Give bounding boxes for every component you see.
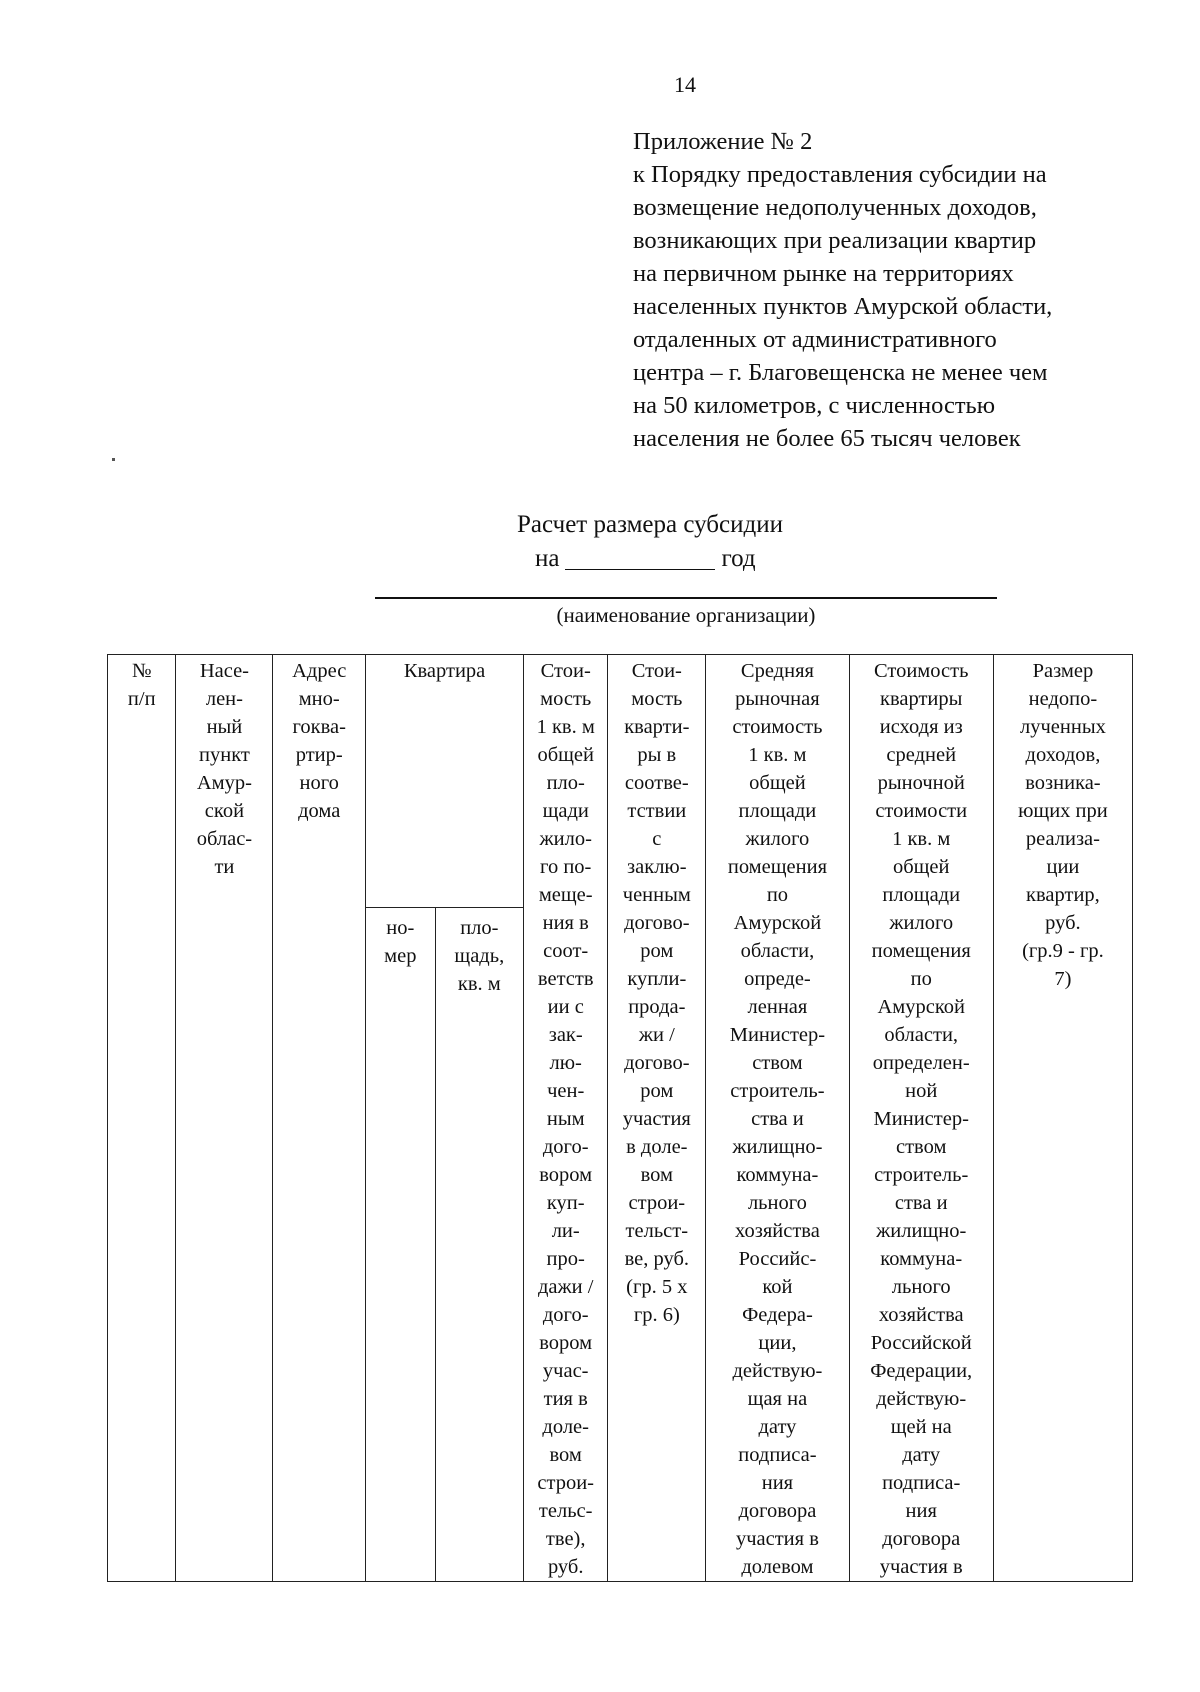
header-text-line: с — [652, 828, 662, 850]
header-text-line: лю- — [549, 1052, 582, 1074]
header-col-apartment-area — [435, 908, 524, 1582]
header-text-line: ный — [206, 716, 243, 738]
header-text-line: ной — [905, 1080, 938, 1102]
header-text-line: хозяйства — [878, 1304, 964, 1326]
header-text-line: ве, руб. — [624, 1248, 690, 1270]
header-text-line: договора — [738, 1500, 817, 1522]
scan-speck — [112, 458, 115, 461]
header-col-address — [273, 655, 366, 1582]
header-text-line: льного — [747, 1192, 807, 1214]
header-text-line: № — [131, 660, 152, 682]
header-text-line: лен- — [205, 688, 243, 710]
appendix-line: возмещение недополученных доходов, — [633, 194, 1037, 221]
header-text-line: ющих при — [1018, 800, 1108, 822]
header-text-line: действую- — [732, 1360, 823, 1382]
header-text-line: гр. 6) — [633, 1304, 680, 1326]
header-text-line: Стои- — [631, 660, 682, 682]
header-text-line: дату — [758, 1416, 797, 1438]
header-text-line: гоква- — [292, 716, 346, 738]
header-text-line: тствии — [627, 800, 687, 822]
header-text-line: 7) — [1054, 968, 1072, 990]
header-text-line: ния — [905, 1500, 937, 1522]
header-text-line: Средняя — [740, 660, 814, 682]
header-text-line: подписа- — [738, 1444, 817, 1466]
header-text-line: ром — [640, 940, 674, 962]
header-text-line: реализа- — [1025, 828, 1100, 850]
header-text-line: руб. — [1045, 912, 1081, 934]
header-text-line: ния в — [542, 912, 589, 934]
header-text-line: кв. м — [457, 973, 501, 995]
header-text-line: лученных — [1020, 716, 1106, 738]
header-col-price-per-sqm — [524, 655, 608, 1582]
header-text-line: Размер — [1032, 660, 1094, 682]
header-text-line: ченным — [622, 884, 691, 906]
header-col-apartment — [366, 655, 524, 908]
header-text-line: Амурской — [877, 996, 965, 1018]
header-text-line: исходя из — [879, 716, 963, 738]
header-text-line: Насе- — [199, 660, 250, 682]
appendix-line: на 50 километров, с численностью — [633, 392, 996, 419]
header-text-line: области, — [884, 1024, 959, 1046]
appendix-line: населения не более 65 тысяч человек — [633, 425, 1021, 452]
page-number: 14 — [674, 72, 696, 97]
header-text-line: жилого — [889, 912, 954, 934]
header-text-line: рыночной — [877, 772, 965, 794]
header-text-line: кварти- — [624, 716, 690, 738]
header-text-line: Стои- — [540, 660, 591, 682]
header-text-line: жилого — [745, 828, 810, 850]
header-text-line: общей — [892, 856, 950, 878]
appendix-header — [633, 125, 1153, 455]
header-text-line: ветств — [537, 968, 594, 990]
year-prefix: на — [535, 545, 560, 572]
header-text-line: по — [766, 884, 789, 906]
header-text-line: пло- — [460, 917, 499, 939]
header-text-line: подписа- — [882, 1472, 961, 1494]
header-text-line: хозяйства — [735, 1220, 820, 1242]
header-col-number — [108, 655, 176, 1582]
header-text-line: 1 кв. м — [748, 744, 807, 766]
header-text-line: площади — [882, 884, 961, 906]
header-col-market-apartment-price — [849, 655, 993, 1582]
header-text-line: площади — [738, 800, 817, 822]
header-text-line: ли- — [551, 1220, 580, 1242]
header-text-line: участия — [622, 1108, 691, 1130]
header-text-line: прода- — [628, 996, 686, 1018]
header-text-line: Квартира — [403, 660, 486, 682]
header-text-line: ленная — [747, 996, 808, 1018]
header-text-line: участия в — [735, 1528, 819, 1550]
header-text-line: Российской — [870, 1332, 972, 1354]
header-text-line: Министер- — [873, 1108, 969, 1130]
appendix-line: населенных пунктов Амурской области, — [633, 293, 1053, 320]
header-text-line: ния — [761, 1472, 794, 1494]
header-text-line: меще- — [538, 884, 593, 906]
header-text-line: заклю- — [627, 856, 687, 878]
header-text-line: щади — [542, 800, 589, 822]
header-text-line: действую- — [876, 1388, 967, 1410]
header-text-line: строитель- — [730, 1080, 825, 1102]
header-text-line: ции — [1046, 856, 1080, 878]
header-text-line: кой — [762, 1276, 793, 1298]
header-text-line: доле- — [542, 1416, 589, 1438]
header-text-line: Адрес — [292, 660, 347, 682]
header-text-line: щая на — [747, 1388, 808, 1410]
header-text-line: но- — [386, 917, 415, 939]
header-text-line: пло- — [546, 772, 585, 794]
header-text-line: ры в — [637, 744, 677, 766]
header-text-line: (гр. 5 х — [626, 1276, 688, 1298]
header-text-line: дого- — [542, 1136, 589, 1158]
header-text-line: в доле- — [626, 1136, 688, 1158]
header-col-apartment-number — [366, 908, 436, 1582]
header-text-line: зак- — [548, 1024, 583, 1046]
header-text-line: Федерации, — [870, 1360, 973, 1382]
header-text-line: ства и — [751, 1108, 804, 1130]
header-text-line: стоимости — [875, 800, 968, 822]
header-text-line: жило- — [539, 828, 592, 850]
header-text-line: помещения — [871, 940, 971, 962]
header-text-line: коммуна- — [736, 1164, 819, 1186]
year-suffix: год — [721, 545, 756, 572]
header-text-line: помещения — [727, 856, 828, 878]
header-text-line: рыночная — [735, 688, 820, 710]
organization-caption: (наименование организации) — [556, 603, 816, 627]
header-text-line: доходов, — [1025, 744, 1101, 766]
header-text-line: строи- — [537, 1472, 595, 1494]
header-text-line: 1 кв. м — [892, 828, 951, 850]
organization-blank-field[interactable] — [375, 597, 997, 599]
header-text-line: (гр.9 - гр. — [1022, 940, 1104, 962]
header-text-line: коммуна- — [880, 1248, 963, 1270]
header-text-line: недопо- — [1028, 688, 1098, 710]
header-text-line: жилищно- — [876, 1220, 967, 1242]
header-text-line: догово- — [624, 912, 690, 934]
header-text-line: дого- — [542, 1304, 589, 1326]
header-text-line: области, — [740, 940, 815, 962]
header-text-line: куп- — [546, 1192, 585, 1214]
header-text-line: льного — [891, 1276, 951, 1298]
header-text-line: мер — [384, 945, 417, 967]
header-text-line: дажи / — [537, 1276, 594, 1298]
header-text-line: мно- — [298, 688, 340, 710]
header-text-line: вом — [640, 1164, 673, 1186]
year-line — [535, 545, 756, 573]
header-text-line: го по- — [540, 856, 592, 878]
header-text-line: дома — [298, 800, 341, 822]
header-text-line: жи / — [638, 1024, 675, 1046]
header-text-line: ром — [640, 1080, 674, 1102]
header-text-line: Министер- — [729, 1024, 826, 1046]
header-text-line: Амур- — [196, 772, 252, 794]
header-text-line: ти — [214, 856, 235, 878]
header-text-line: вором — [539, 1332, 593, 1354]
header-text-line: руб. — [547, 1556, 584, 1578]
header-text-line: Федера- — [742, 1304, 813, 1326]
appendix-line: отдаленных от административного — [633, 326, 997, 353]
header-text-line: квартиры — [880, 688, 963, 710]
header-text-line: ии с — [547, 996, 584, 1018]
header-text-line: общей — [537, 744, 594, 766]
header-text-line: мость — [540, 688, 592, 710]
header-text-line: ции, — [758, 1332, 797, 1354]
appendix-line: к Порядку предоставления субсидии на — [633, 161, 1047, 188]
header-text-line: вом — [549, 1444, 582, 1466]
header-text-line: ством — [896, 1136, 947, 1158]
appendix-line: Приложение № 2 — [633, 128, 813, 155]
header-text-line: ской — [204, 800, 245, 822]
header-text-line: квартир, — [1026, 884, 1100, 906]
header-col-apartment-price — [608, 655, 706, 1582]
header-text-line: средней — [886, 744, 957, 766]
header-text-line: 1 кв. м — [536, 716, 595, 738]
document-title: Расчет размера субсидии — [517, 511, 783, 538]
header-text-line: тельст- — [625, 1220, 689, 1242]
header-text-line: учас- — [542, 1360, 589, 1382]
header-text-line: Стоимость — [873, 660, 969, 682]
header-text-line: ртир- — [295, 744, 343, 766]
header-text-line: дату — [902, 1444, 941, 1466]
header-text-line: стоимость — [732, 716, 823, 738]
header-text-line: щадь, — [454, 945, 505, 967]
header-text-line: соотве- — [624, 772, 689, 794]
header-text-line: ным — [546, 1108, 585, 1130]
header-text-line: договора — [882, 1528, 961, 1550]
header-text-line: тве), — [545, 1528, 586, 1550]
header-text-line: строитель- — [874, 1164, 969, 1186]
header-text-line: ного — [299, 772, 339, 794]
subsidy-calculation-table — [107, 654, 1133, 1582]
header-text-line: купли- — [627, 968, 687, 990]
header-col-settlement — [176, 655, 273, 1582]
header-text-line: опреде- — [744, 968, 811, 990]
header-text-line: ством — [752, 1052, 803, 1074]
header-text-line: ства и — [894, 1192, 948, 1214]
header-text-line: тельс- — [538, 1500, 593, 1522]
header-col-avg-market-price — [706, 655, 849, 1582]
header-text-line: Амурской — [733, 912, 822, 934]
header-text-line: по — [910, 968, 932, 990]
header-text-line: пункт — [199, 744, 250, 766]
header-text-line: тия в — [543, 1388, 588, 1410]
header-text-line: участия в — [879, 1556, 963, 1578]
header-text-line: мость — [631, 688, 683, 710]
appendix-line: на первичном рынке на территориях — [633, 260, 1014, 287]
header-text-line: облас- — [196, 828, 253, 850]
appendix-line: возникающих при реализации квартир — [633, 227, 1037, 254]
header-text-line: строи- — [628, 1192, 686, 1214]
header-text-line: возника- — [1025, 772, 1101, 794]
header-text-line: догово- — [624, 1052, 690, 1074]
header-text-line: вором — [539, 1164, 593, 1186]
header-text-line: определен- — [872, 1052, 970, 1074]
header-col-subsidy-amount — [993, 655, 1132, 1582]
header-text-line: соот- — [543, 940, 589, 962]
header-text-line: щей на — [890, 1416, 952, 1438]
appendix-line: центра – г. Благовещенска не менее чем — [633, 359, 1048, 386]
header-text-line: п/п — [127, 688, 156, 710]
header-text-line: общей — [749, 772, 806, 794]
year-blank-field[interactable] — [565, 547, 715, 570]
header-text-line: жилищно- — [732, 1136, 823, 1158]
header-text-line: про- — [546, 1248, 585, 1270]
header-text-line: Российс- — [738, 1248, 817, 1270]
header-text-line: долевом — [741, 1556, 814, 1578]
header-text-line: чен- — [547, 1080, 585, 1102]
